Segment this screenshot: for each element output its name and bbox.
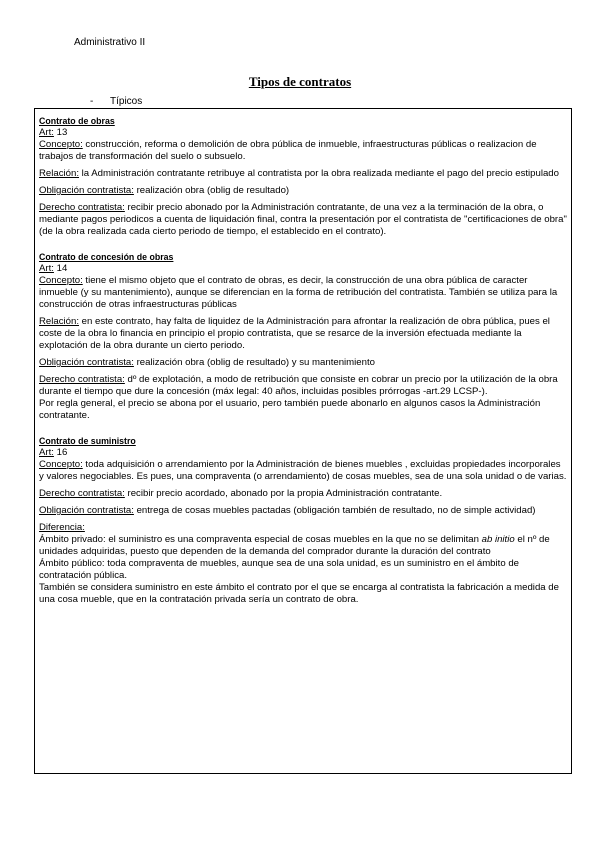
bullet-text: Típicos — [110, 96, 143, 107]
art-label: Art: — [39, 263, 54, 274]
relacion-paragraph — [39, 168, 567, 180]
ambito-privado-text-a: Ámbito privado: el suministro es una compraventa especial de cosas muebles en la que no se delimitan — [39, 534, 482, 545]
derecho-paragraph — [39, 374, 567, 398]
art-value: 14 — [53, 263, 68, 274]
section-concesion — [39, 252, 567, 422]
relacion-label: Relación: — [39, 316, 79, 327]
concepto-text: construcción, reforma o demolición de obra pública de inmueble, infraestructuras públicas o realizacion de trabajos de transformación del suelo o subsuelo. — [39, 139, 537, 162]
obligacion-text: realización obra (oblig de resultado) — [133, 185, 290, 196]
derecho-paragraph — [39, 202, 567, 238]
art-label: Art: — [39, 447, 54, 458]
obligacion-label: Obligación contratista: — [39, 357, 134, 368]
relacion-text: en este contrato, hay falta de liquidez de la Administración para afrontar la realización de obra pública, pues el coste de la obra lo financia en principio el propio contratista, que se resarce de la inversión efectuada mediante la explotación de la obra durante un cierto periodo. — [39, 316, 550, 351]
derecho-text: recibir precio abonado por la Administración contratante, de una vez a la terminación de la obra, o mediante pagos periodicos a cuenta de liquidación final, contra la presentación por el contratista de "certificaciones de obra" (de la obra realizada cada cierto periodo de tiempo, el establecido en el contrato). — [39, 202, 567, 237]
ambito-privado-text-b: el nº de unidades adquiridas, puesto que dependen de la demanda del comprador durante la duración del contrato — [39, 534, 550, 557]
concepto-text: tiene el mismo objeto que el contrato de obras, es decir, la construcción de una obra pública de caracter inmueble (y su mantenimiento), aunque se diferencian en la forma de retribución del contratista. También se utiliza para la construcción de otras infraestructuras públicas — [39, 275, 558, 310]
art-value: 13 — [53, 127, 68, 138]
art-label: Art: — [39, 127, 54, 138]
art-line — [39, 263, 567, 275]
concepto-paragraph — [39, 139, 567, 163]
document-title: Tipos de contratos — [248, 74, 352, 89]
derecho-label: Derecho contratista: — [39, 374, 125, 385]
concepto-label: Concepto: — [39, 459, 83, 470]
section-title: Contrato de obras — [39, 116, 115, 126]
bullet-item — [90, 96, 142, 107]
art-value: 16 — [53, 447, 68, 458]
obligacion-paragraph — [39, 357, 567, 369]
obligacion-label: Obligación contratista: — [39, 185, 134, 196]
derecho-paragraph — [39, 488, 567, 500]
content-box — [34, 108, 572, 774]
bullet-dash: - — [90, 96, 94, 107]
obligacion-label: Obligación contratista: — [39, 505, 134, 516]
obligacion-text: entrega de cosas muebles pactadas (obligación también de resultado, no de simple actividad) — [133, 505, 536, 516]
relacion-paragraph — [39, 316, 567, 352]
document-header: Administrativo II — [74, 37, 146, 48]
obligacion-paragraph — [39, 185, 567, 197]
derecho-text: recibir precio acordado, abonado por la propia Administración contratante. — [124, 488, 443, 499]
section-title: Contrato de suministro — [39, 436, 136, 446]
section-title: Contrato de concesión de obras — [39, 252, 174, 262]
art-line — [39, 447, 567, 459]
concepto-label: Concepto: — [39, 139, 83, 150]
derecho-text: dº de explotación, a modo de retribución que consiste en cobrar un precio por la utilización de la obra durante el tiempo que dure la concesión (máx legal: 40 años, incluidas posibles prórrogas -art.29 LCSP-). — [39, 374, 558, 397]
ambito-privado-paragraph — [39, 534, 567, 558]
derecho-label: Derecho contratista: — [39, 202, 125, 213]
relacion-text: la Administración contratante retribuye al contratista por la obra realizada mediante el pago del precio estipulado — [79, 168, 559, 179]
concepto-paragraph — [39, 459, 567, 483]
concepto-paragraph — [39, 275, 567, 311]
relacion-label: Relación: — [39, 168, 79, 179]
ambito-privado-emphasis: ab initio — [481, 534, 515, 545]
concepto-label: Concepto: — [39, 275, 83, 286]
obligacion-paragraph — [39, 505, 567, 517]
obligacion-text: realización obra (oblig de resultado) y su mantenimiento — [133, 357, 375, 368]
section-obras — [39, 116, 567, 238]
diferencia-label: Diferencia: — [39, 522, 85, 533]
concepto-text: toda adquisición o arrendamiento por la Administración de bienes muebles , excluidas propiedades incorporales y valores negociables. Es pues, una compraventa (o arrendamiento) de cosas muebles, sea de una sola unidad o de varias. — [39, 459, 567, 482]
tambien-paragraph: También se considera suministro en este ámbito el contrato por el que se encarga al contratista la fabricación a medida de una cosa mueble, que en la contratación privada sería un contrato de obra. — [39, 582, 559, 605]
nota-paragraph: Por regla general, el precio se abona por el usuario, pero también puede abonarlo en algunos casos la Administración contratante. — [39, 398, 541, 421]
art-line — [39, 127, 567, 139]
section-suministro — [39, 436, 567, 606]
ambito-publico-paragraph: Ámbito público: toda compraventa de muebles, aunque sea de una sola unidad, es un suministro en el ámbito de contratación pública. — [39, 558, 519, 581]
derecho-label: Derecho contratista: — [39, 488, 125, 499]
